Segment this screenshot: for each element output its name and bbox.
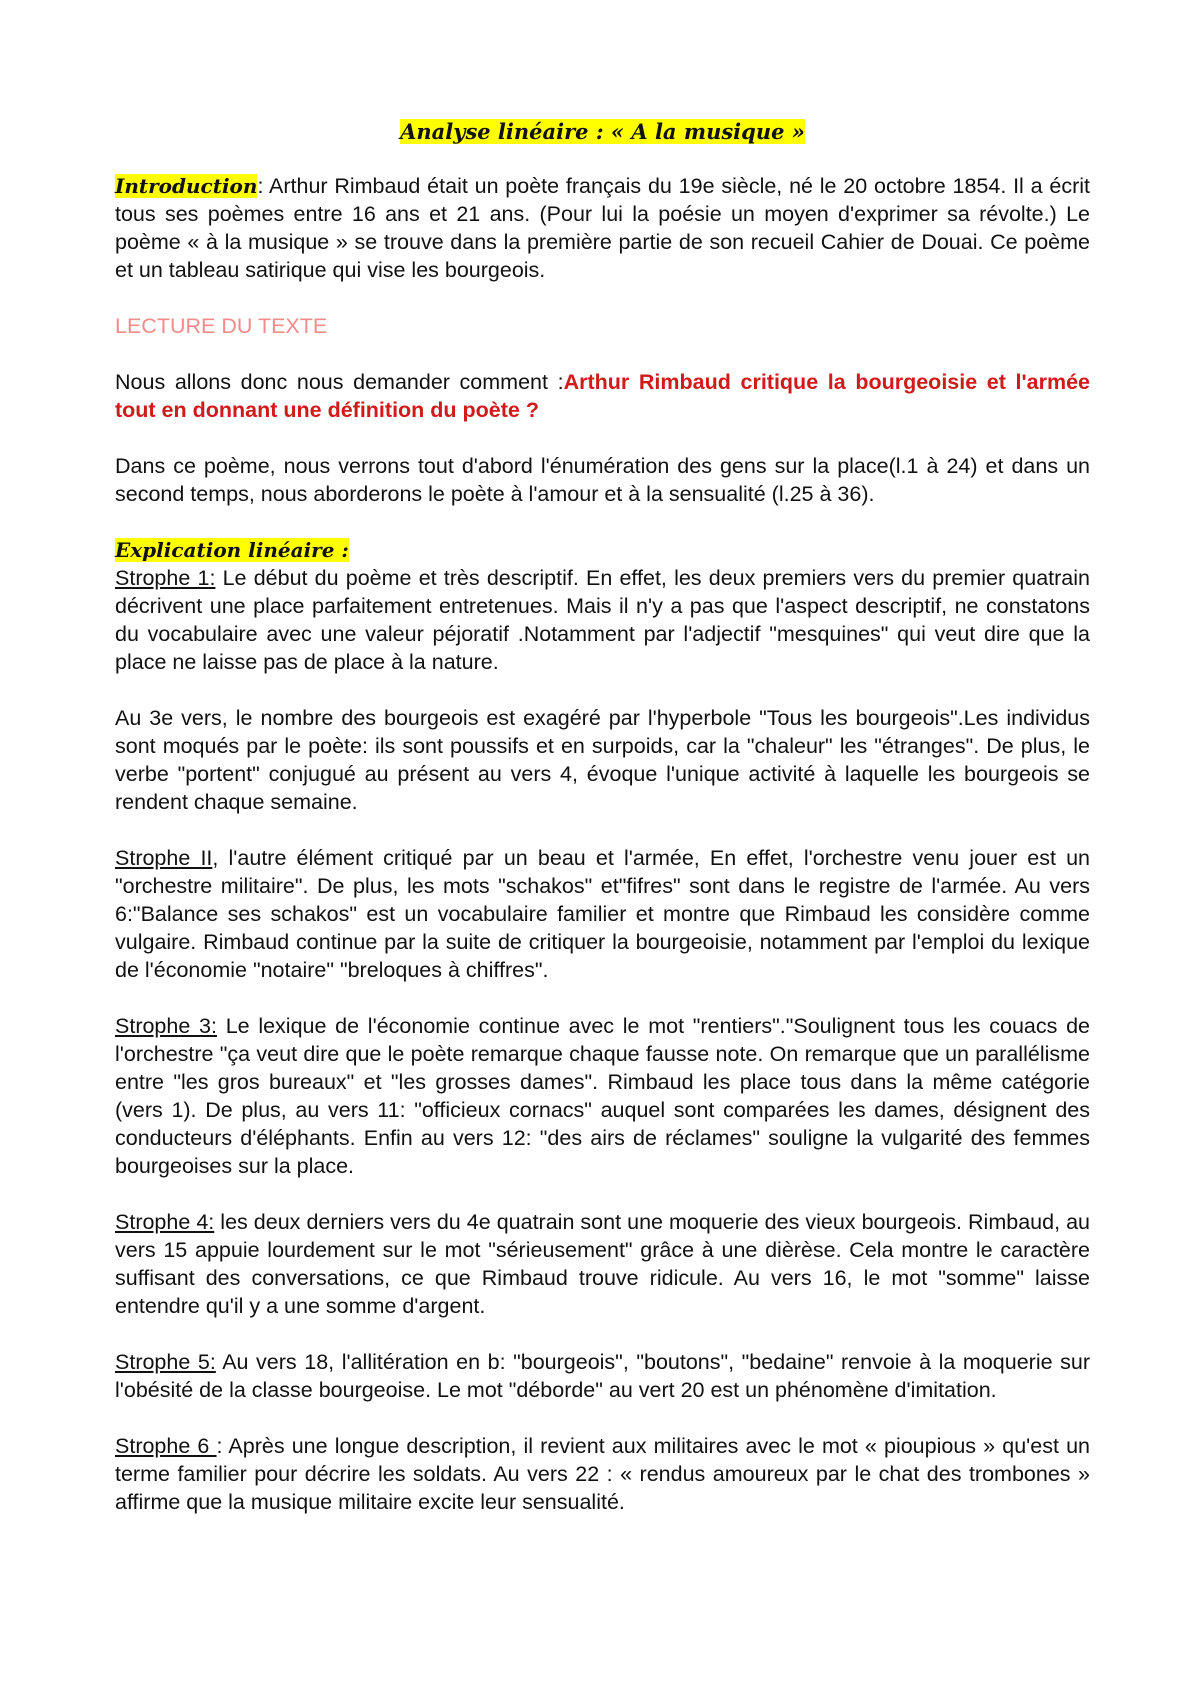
strophe-3-paragraph: [115, 1012, 1090, 1180]
strophe-6-label: Strophe 6: [115, 1434, 217, 1458]
explication-heading: Explication linéaire :: [115, 538, 349, 562]
strophe-6-paragraph: [115, 1432, 1090, 1516]
problematique-lead: Nous allons donc nous demander comment :: [115, 370, 564, 394]
document-body: [115, 118, 1090, 1516]
strophe-5-text: Au vers 18, l'allitération en b: "bourgeois", "boutons", "bedaine" renvoie à la moquerie sur l'obésité de la classe bourgeoise. Le mot "déborde" au vert 20 est un phénomène d'imitation.: [115, 1350, 1090, 1402]
strophe-2-text: , l'autre élément critiqué par un beau et l'armée, En effet, l'orchestre venu jouer est un "orchestre militaire". De plus, les mots "schakos" et"fifres" sont dans le registre de l'armée. Au vers 6:"Balance ses schakos" est un vocabulaire familier et montre que Rimbaud les considère comme vulgaire. Rimbaud continue par la suite de critiquer la bourgeoisie, notamment par l'emploi du lexique de l'économie "notaire" "breloques à chiffres".: [115, 846, 1090, 982]
problematique-paragraph: [115, 368, 1090, 424]
introduction-text: : Arthur Rimbaud était un poète français du 19e siècle, né le 20 octobre 1854. Il a écrit tous ses poèmes entre 16 ans et 21 ans. (Pour lui la poésie un moyen d'exprimer sa révolte.) Le poème « à la musique » se trouve dans la première partie de son recueil Cahier de Douai. Ce poème et un tableau satirique qui vise les bourgeois.: [115, 174, 1090, 282]
lecture-heading: LECTURE DU TEXTE: [115, 314, 328, 338]
strophe-1-label: Strophe 1:: [115, 566, 216, 590]
strophe-1-text: Le début du poème et très descriptif. En effet, les deux premiers vers du premier quatrain décrivent une place parfaitement entretenues. Mais il n'y a pas que l'aspect descriptif, ne constatons du vocabulaire avec une valeur péjoratif .Notamment par l'adjectif "mesquines" qui veut dire que la place ne laisse pas de place à la nature.: [115, 566, 1090, 674]
strophe-2-paragraph: [115, 844, 1090, 984]
strophe-1-paragraph: [115, 564, 1090, 676]
problematique-question: Arthur Rimbaud critique la bourgeoisie et l'armée tout en donnant une définition du poète ?: [115, 370, 1090, 422]
introduction-paragraph: [115, 172, 1090, 284]
introduction-heading: Introduction: [115, 174, 258, 198]
strophe-4-text: les deux derniers vers du 4e quatrain sont une moquerie des vieux bourgeois. Rimbaud, au vers 15 appuie lourdement sur le mot "sérieusement" grâce à une dièrèse. Cela montre le caractère suffisant des conversations, ce que Rimbaud trouve ridicule. Au vers 16, le mot "somme" laisse entendre qu'il y a une somme d'argent.: [115, 1210, 1090, 1318]
plan-paragraph: Dans ce poème, nous verrons tout d'abord l'énumération des gens sur la place(l.1 à 24) et dans un second temps, nous aborderons le poète à l'amour et à la sensualité (l.25 à 36).: [115, 454, 1090, 506]
strophe-1-continuation: Au 3e vers, le nombre des bourgeois est exagéré par l'hyperbole "Tous les bourgeois".Les individus sont moqués par le poète: ils sont poussifs et en surpoids, car la "chaleur" les "étranges". De plus, le verbe "portent" conjugué au présent au vers 4, évoque l'unique activité à laquelle les bourgeois se rendent chaque semaine.: [115, 706, 1090, 814]
explication-heading-line: [115, 536, 1090, 564]
strophe-5-paragraph: [115, 1348, 1090, 1404]
strophe-4-paragraph: [115, 1208, 1090, 1320]
strophe-4-label: Strophe 4:: [115, 1210, 215, 1234]
document-title: [115, 118, 1090, 146]
strophe-3-text: Le lexique de l'économie continue avec le mot "rentiers"."Soulignent tous les couacs de l'orchestre "ça veut dire que le poète remarque chaque fausse note. On remarque que un parallélisme entre "les gros bureaux" et "les grosses dames". Rimbaud les place tous dans la même catégorie (vers 1). De plus, au vers 11: "officieux cornacs" auquel sont comparées les dames, désignent des conducteurs d'éléphants. Enfin au vers 12: "des airs de réclames" souligne la vulgarité des femmes bourgeoises sur la place.: [115, 1014, 1090, 1178]
strophe-2-label: Strophe II: [115, 846, 213, 870]
strophe-5-label: Strophe 5:: [115, 1350, 216, 1374]
strophe-3-label: Strophe 3:: [115, 1014, 217, 1038]
title-highlight: Analyse linéaire : « A la musique »: [400, 119, 805, 144]
strophe-6-text: : Après une longue description, il revient aux militaires avec le mot « pioupious » qu'est un terme familier pour décrire les soldats. Au vers 22 : « rendus amoureux par le chat des trombones » affirme que la musique militaire excite leur sensualité.: [115, 1434, 1090, 1514]
